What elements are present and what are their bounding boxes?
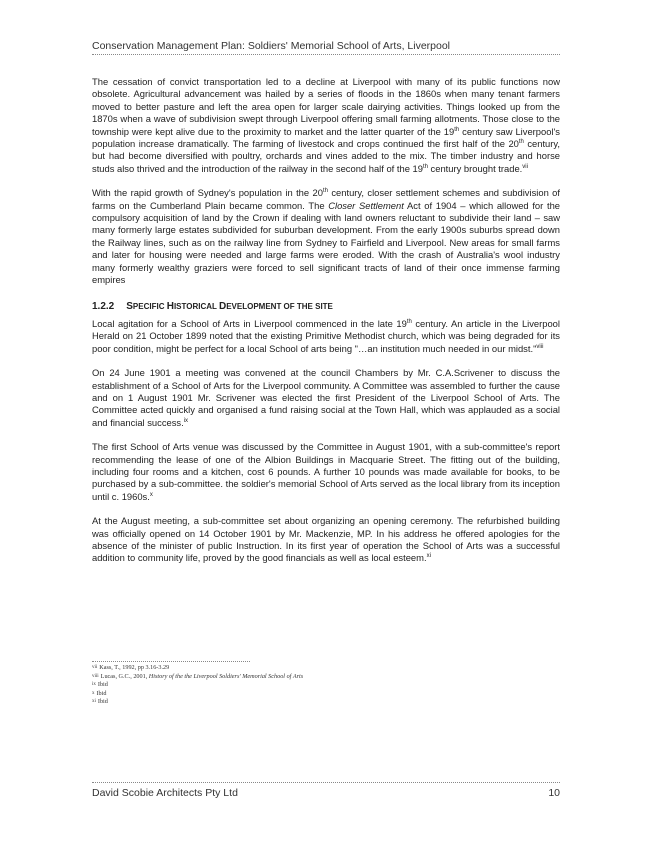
- footnote-text: Kass, T., 1992, pp 3.16-3.29: [99, 664, 170, 671]
- heading-smallcaps: EVELOPMENT OF THE SITE: [226, 301, 333, 311]
- text-span: century brought trade.: [427, 162, 523, 174]
- paragraph-convict-decline: [92, 76, 560, 175]
- footnote-item: [92, 690, 303, 699]
- footnote-mark: ix: [92, 682, 96, 688]
- footnote-item: [92, 681, 303, 690]
- footer-divider: [92, 782, 560, 783]
- text-span: century, closer settlement schemes and subdivision of farms on the Cumberland Plain became common. The: [92, 187, 560, 211]
- header-divider: [92, 54, 560, 55]
- footnote-text: Ibid: [97, 681, 108, 689]
- main-content: [92, 76, 560, 577]
- footnote-mark: vii: [92, 665, 98, 670]
- footnote-text: Ibid: [96, 689, 107, 697]
- superscript: th: [322, 188, 328, 195]
- text-span: With the rapid growth of Sydney's population in the 20: [92, 187, 323, 199]
- footnote-mark: viii: [92, 673, 99, 679]
- paragraph-local-agitation: [92, 318, 560, 355]
- footnote-text: Lucas, G.C., 2001,: [100, 672, 149, 680]
- text-span: Local agitation for a School of Arts in Liverpool commenced in the late 19: [92, 317, 407, 329]
- superscript: th: [518, 138, 524, 145]
- superscript: th: [422, 163, 428, 170]
- section-number: 1.2.2: [92, 300, 115, 312]
- text-span: century saw Liverpool's population increase dramatically. The farming of livestock and crops continued the first half of the 20: [92, 125, 560, 150]
- footnote-item: [92, 698, 303, 707]
- footnote-ref: x: [149, 491, 153, 498]
- heading-smallcaps: ISTORICAL: [173, 301, 219, 311]
- footnote-mark: xi: [92, 699, 96, 705]
- heading-cap: D: [218, 300, 227, 312]
- footnote-ref: viii: [536, 343, 544, 350]
- footnote-divider: [92, 661, 250, 662]
- heading-cap: H: [166, 300, 174, 312]
- superscript: th: [406, 318, 412, 325]
- superscript: th: [454, 126, 460, 133]
- footnote-mark: x: [92, 690, 95, 696]
- paragraph-opening-ceremony: [92, 515, 560, 565]
- footnote-item: [92, 673, 303, 682]
- text-span: The first School of Arts venue was discussed by the Committee in August 1901, with a sub-committee's report recommending the lease of one of the Albion Buildings in Macquarie Street. The fitting out of the building, including four rooms and a kitchen, cost 6 pounds. A further 10 pounds was made available for books, to be purchased by a sub-committee. the soldier's memorial School of Arts served as the local library from its inception until c. 1960s.: [92, 441, 560, 502]
- italic-text: Closer Settlement: [328, 199, 404, 211]
- footnote-ref: vii: [522, 163, 528, 170]
- text-span: Act of 1904 – which allowed for the compulsory acquisition of land by the Crown if dealing with land owners reluctant to subdivide their land – saw many formerly large estates subdivided for suburban development. From the early 1900s suburbs spread down the Railway lines, such as on the railway line from Sydney to Fairfield and Liverpool. New areas for small farms and later for housing were needed and large farms were eroded. With the crash of Australia's wool industry many formerly wealthy graziers were forced to sell significant tracts of land of their once immense farming empires: [92, 199, 560, 286]
- footnote-ref: ix: [183, 417, 189, 424]
- heading-cap: S: [126, 300, 133, 312]
- text-span: The cessation of convict transportation led to a decline at Liverpool with many of its public functions now obsolete. Agricultural advancement was hailed by a series of floods in the 1860s when many tenant farmers moved to better pasture and left the area open for larger scale dairying activities. Things looked up from the 1870s when a wave of subdivision swept through Liverpool offering small farming allotments. Those close to the township were kept alive due to the proximity to market and the latter quarter of the 19: [92, 76, 560, 137]
- footnotes: [92, 664, 303, 707]
- footnote-title: History of the the Liverpool Soldiers' Memorial School of Arts: [148, 672, 304, 680]
- footnote-ref: xi: [426, 553, 431, 560]
- heading-smallcaps: PECIFIC: [132, 301, 167, 311]
- text-span: century. An article in the Liverpool Herald on 21 October 1899 noted that the existing Primitive Methodist church, which was being degraded for its poor condition, might be perfect for a local School of arts being "…an institution much needed in our midst.": [92, 317, 560, 354]
- section-heading: [92, 301, 560, 313]
- page-number: 10: [548, 787, 560, 799]
- text-span: At the August meeting, a sub-committee set about organizing an opening ceremony. The refurbished building was officially opened on 14 October 1901 by Mr. Mackenzie, MP. In his address he offered apologies for the absence of the minister of public Instruction. In its first year of operation the School of Arts was a successful addition to community life, proved by the good financials as well as local esteem.: [92, 515, 560, 564]
- footnote-item: [92, 664, 303, 673]
- paragraph-meeting-1901: [92, 367, 560, 429]
- text-span: century, but had become diversified with poultry, orchards and vines added to the mix. The timber industry and horse studs also thrived and the introduction of the railway in the second half of the 19: [92, 138, 560, 174]
- page-header-title: Conservation Management Plan: Soldiers' Memorial School of Arts, Liverpool: [92, 40, 451, 52]
- text-span: On 24 June 1901 a meeting was convened at the council Chambers by Mr. C.A.Scrivener to discuss the establishment of a School of Arts for the Liverpool community. A Committee was assembled to further the cause and on 1 August 1901 Mr. Scrivener was elected the first President of the Liverpool School of Arts. The Committee acted quickly and organised a fund raising social at the Town Hall, which was applauded as a social and financial success.: [92, 367, 560, 428]
- footnote-text: Ibid: [97, 698, 108, 706]
- paragraph-first-venue: [92, 441, 560, 503]
- paragraph-closer-settlement: [92, 187, 560, 286]
- footer-company: David Scobie Architects Pty Ltd: [92, 787, 238, 799]
